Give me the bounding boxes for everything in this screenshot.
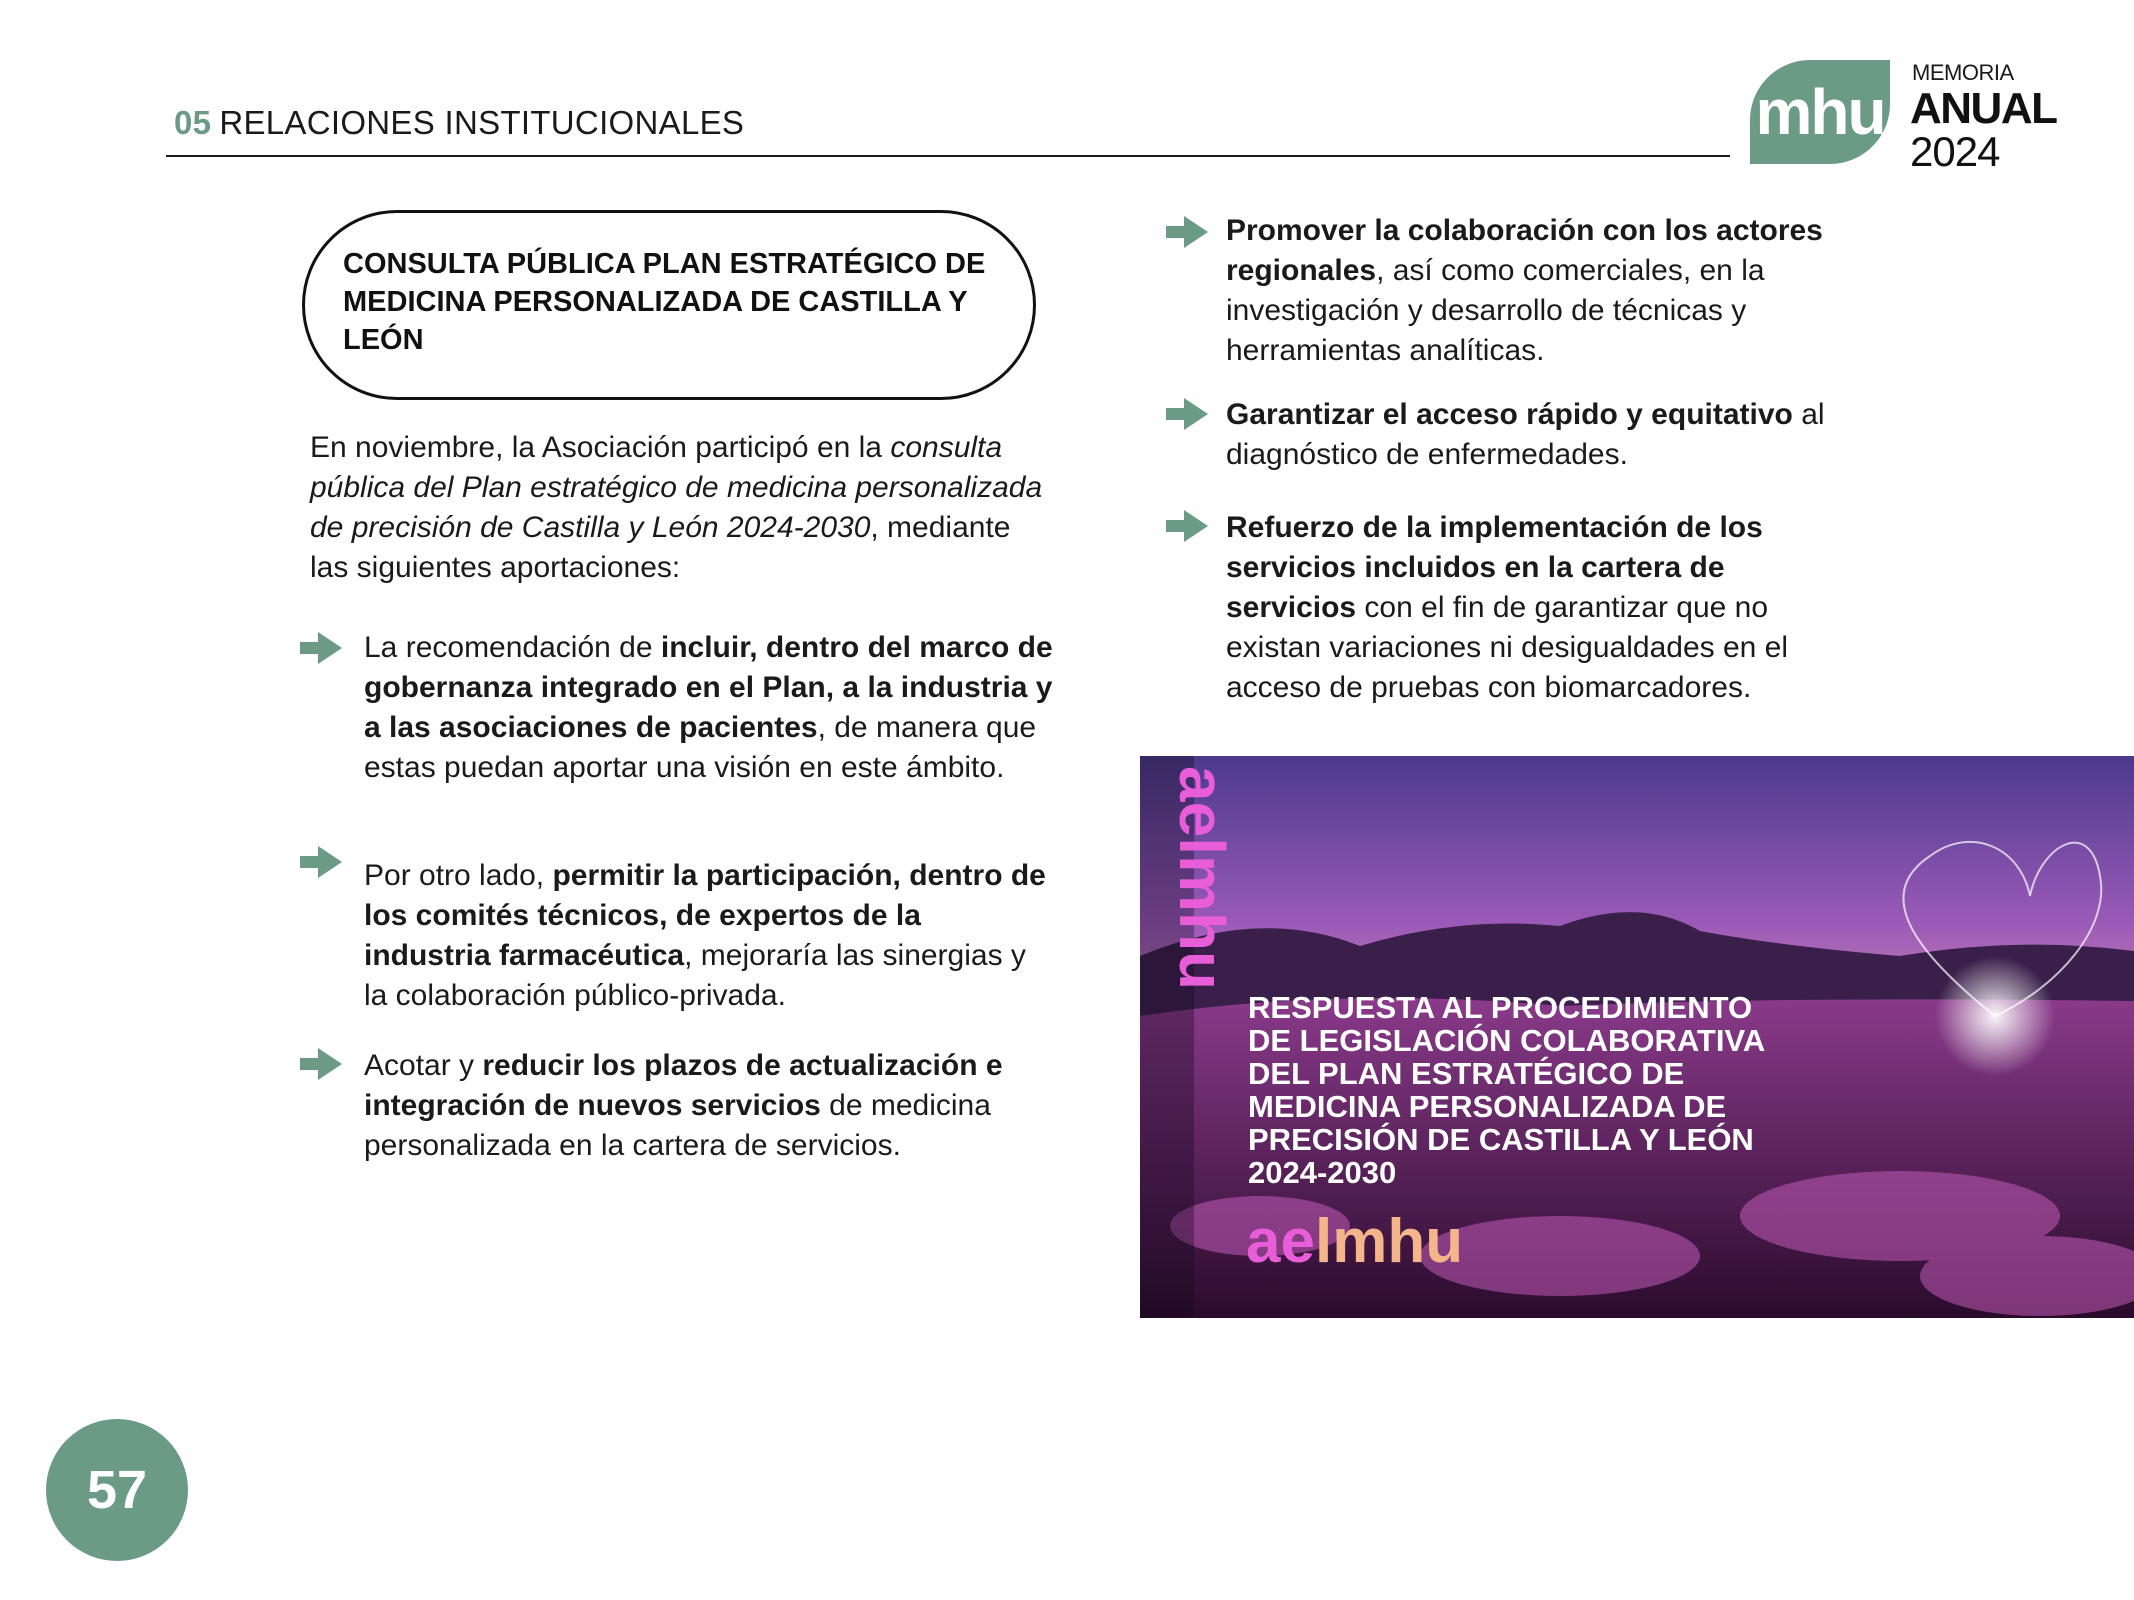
section-title: [174, 104, 744, 142]
section-title-text: RELACIONES INSTITUCIONALES: [219, 104, 745, 141]
bullet-bold: Refuerzo de la implementación de los servicios incluidos en la cartera de servicios: [1226, 511, 1763, 624]
bullet-text: Por otro lado,: [364, 859, 553, 892]
bullet-bold: permitir la participación, dentro de los comités técnicos, de expertos de la industria farmacéutica: [364, 859, 1046, 972]
bullet-bold: Promover la colaboración con los actores regionales: [1226, 214, 1823, 287]
intro-text-italic: consulta pública del Plan estratégico de medicina personalizada de precisión de Castilla y León 2024-2030: [310, 431, 1043, 544]
anual-label: ANUAL: [1910, 84, 2057, 133]
brand-ae: ae: [1246, 1207, 1315, 1276]
section-number: 05: [174, 104, 212, 141]
brand-lmhu: lmhu: [1314, 1207, 1464, 1276]
consultation-title-pill: [302, 210, 1036, 400]
list-item: [1226, 211, 1866, 371]
aelmhu-logo: [1246, 1207, 1463, 1276]
headline-line: MEDICINA PERSONALIZADA DE: [1248, 1089, 1727, 1124]
arrow-icon: [300, 632, 342, 669]
arrow-icon: [1166, 216, 1208, 253]
arrow-icon: [1166, 510, 1208, 547]
arrow-icon: [1166, 398, 1208, 435]
page-number-badge: [46, 1419, 188, 1561]
header-divider: [166, 155, 1730, 157]
headline-line: 2024-2030: [1248, 1155, 1397, 1190]
arrow-icon: [300, 846, 342, 883]
vertical-brand-text: aelmhu: [1166, 766, 1238, 991]
headline-line: DE LEGISLACIÓN COLABORATIVA: [1248, 1023, 1766, 1058]
bullet-text: con el fin de garantizar que no existan variaciones ni desigualdades en el acceso de pruebas con biomarcadores.: [1226, 591, 1789, 704]
bullet-text: Acotar y: [364, 1049, 483, 1082]
memoria-label: MEMORIA: [1912, 60, 2014, 85]
pill-title: CONSULTA PÚBLICA PLAN ESTRATÉGICO DE MEDICINA PERSONALIZADA DE CASTILLA Y LEÓN: [343, 248, 986, 356]
list-item: [1226, 508, 1826, 708]
bullet-bold: Garantizar el acceso rápido y equitativo: [1226, 398, 1793, 431]
bullet-text: , mejoraría las sinergias y la colaboración público-privada.: [364, 939, 1026, 1012]
intro-paragraph: [310, 428, 1050, 588]
bullet-text: , así como comerciales, en la investigación y desarrollo de técnicas y herramientas analíticas.: [1226, 254, 1765, 367]
list-item: [364, 628, 1054, 788]
bullet-bold: reducir los plazos de actualización e integración de nuevos servicios: [364, 1049, 1003, 1122]
headline-line: RESPUESTA AL PROCEDIMIENTO: [1248, 990, 1753, 1025]
intro-text-3: , mediante las siguientes aportaciones:: [310, 511, 1011, 584]
promo-image: [1140, 756, 2134, 1318]
promo-image-graphic: [1140, 756, 2134, 1318]
intro-text-1: En noviembre, la Asociación participó en la: [310, 431, 891, 464]
list-item: [364, 1046, 1054, 1166]
mhu-logo: [1750, 60, 1890, 164]
headline-line: DEL PLAN ESTRATÉGICO DE: [1248, 1056, 1685, 1091]
bullet-text: , de manera que estas puedan aportar una visión en este ámbito.: [364, 711, 1037, 784]
bullet-text: La recomendación de: [364, 631, 661, 664]
bullet-text: de medicina personalizada en la cartera de servicios.: [364, 1089, 991, 1162]
arrow-icon: [300, 1048, 342, 1085]
bullet-bold: incluir, dentro del marco de gobernanza integrado en el Plan, a la industria y a las asociaciones de pacientes: [364, 631, 1053, 744]
page-number: 57: [86, 1460, 148, 1520]
logo-text: mhu: [1755, 76, 1885, 148]
bullet-text: al diagnóstico de enfermedades.: [1226, 398, 1825, 471]
list-item: [364, 856, 1054, 1016]
headline-line: PRECISIÓN DE CASTILLA Y LEÓN: [1248, 1122, 1754, 1157]
year-label: 2024: [1910, 128, 2000, 175]
list-item: [1226, 395, 1866, 475]
